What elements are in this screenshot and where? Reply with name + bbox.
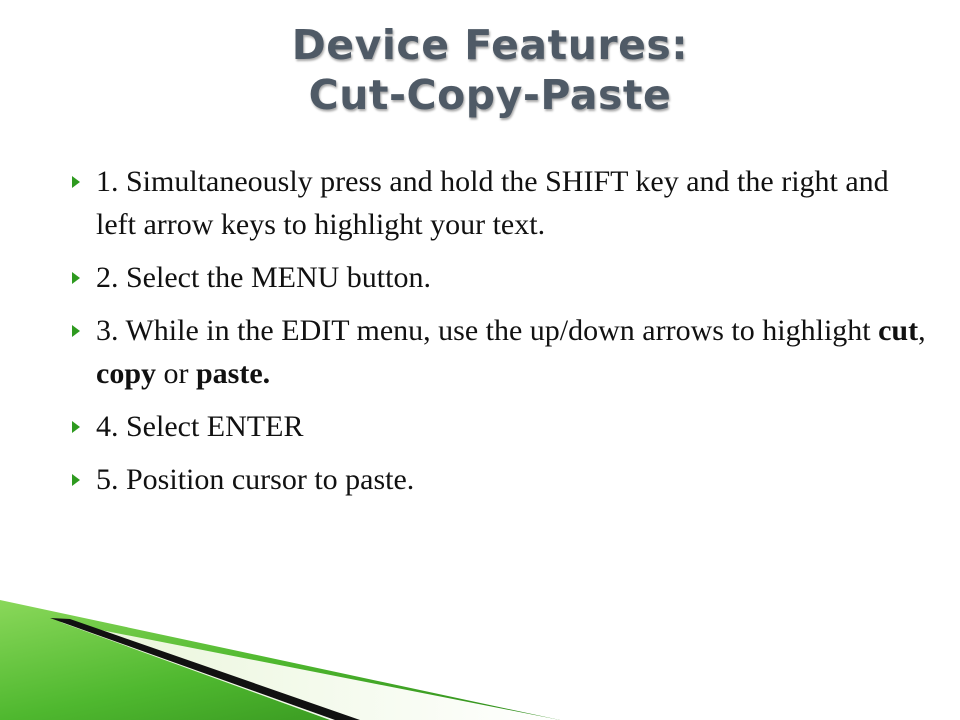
title-line-2: Cut-Copy-Paste: [308, 71, 672, 119]
separator-or: or: [156, 357, 196, 390]
bold-cut: cut: [878, 314, 919, 347]
triangle-bullet-icon: [72, 421, 80, 433]
bullet-text-prefix: 3. While in the EDIT menu, use the up/down arrows to highlight: [96, 314, 879, 347]
separator-comma: ,: [918, 314, 926, 347]
bold-paste: paste.: [196, 357, 271, 390]
bullet-item-1: [70, 160, 930, 246]
corner-decoration: [0, 600, 560, 720]
triangle-bullet-icon: [72, 325, 80, 337]
title-line-1: Device Features:: [291, 21, 689, 69]
triangle-bullet-icon: [72, 176, 80, 188]
bullet-item-2: [70, 256, 930, 299]
triangle-bullet-icon: [72, 272, 80, 284]
bullet-text: 4. Select ENTER: [96, 410, 304, 443]
bullet-text: 2. Select the MENU button.: [96, 261, 431, 294]
bullet-text: 1. Simultaneously press and hold the SHIFT key and the right and left arrow keys to highlight your text.: [96, 165, 889, 241]
bold-copy: copy: [96, 357, 156, 390]
triangle-bullet-icon: [72, 474, 80, 486]
bullet-item-4: [70, 405, 930, 448]
bullet-list: [70, 160, 930, 511]
bullet-item-5: [70, 458, 930, 501]
green-swoosh-shape: [0, 600, 560, 720]
bullet-item-3: [70, 309, 930, 395]
bullet-text: 5. Position cursor to paste.: [96, 463, 415, 496]
slide-title: [200, 20, 780, 120]
